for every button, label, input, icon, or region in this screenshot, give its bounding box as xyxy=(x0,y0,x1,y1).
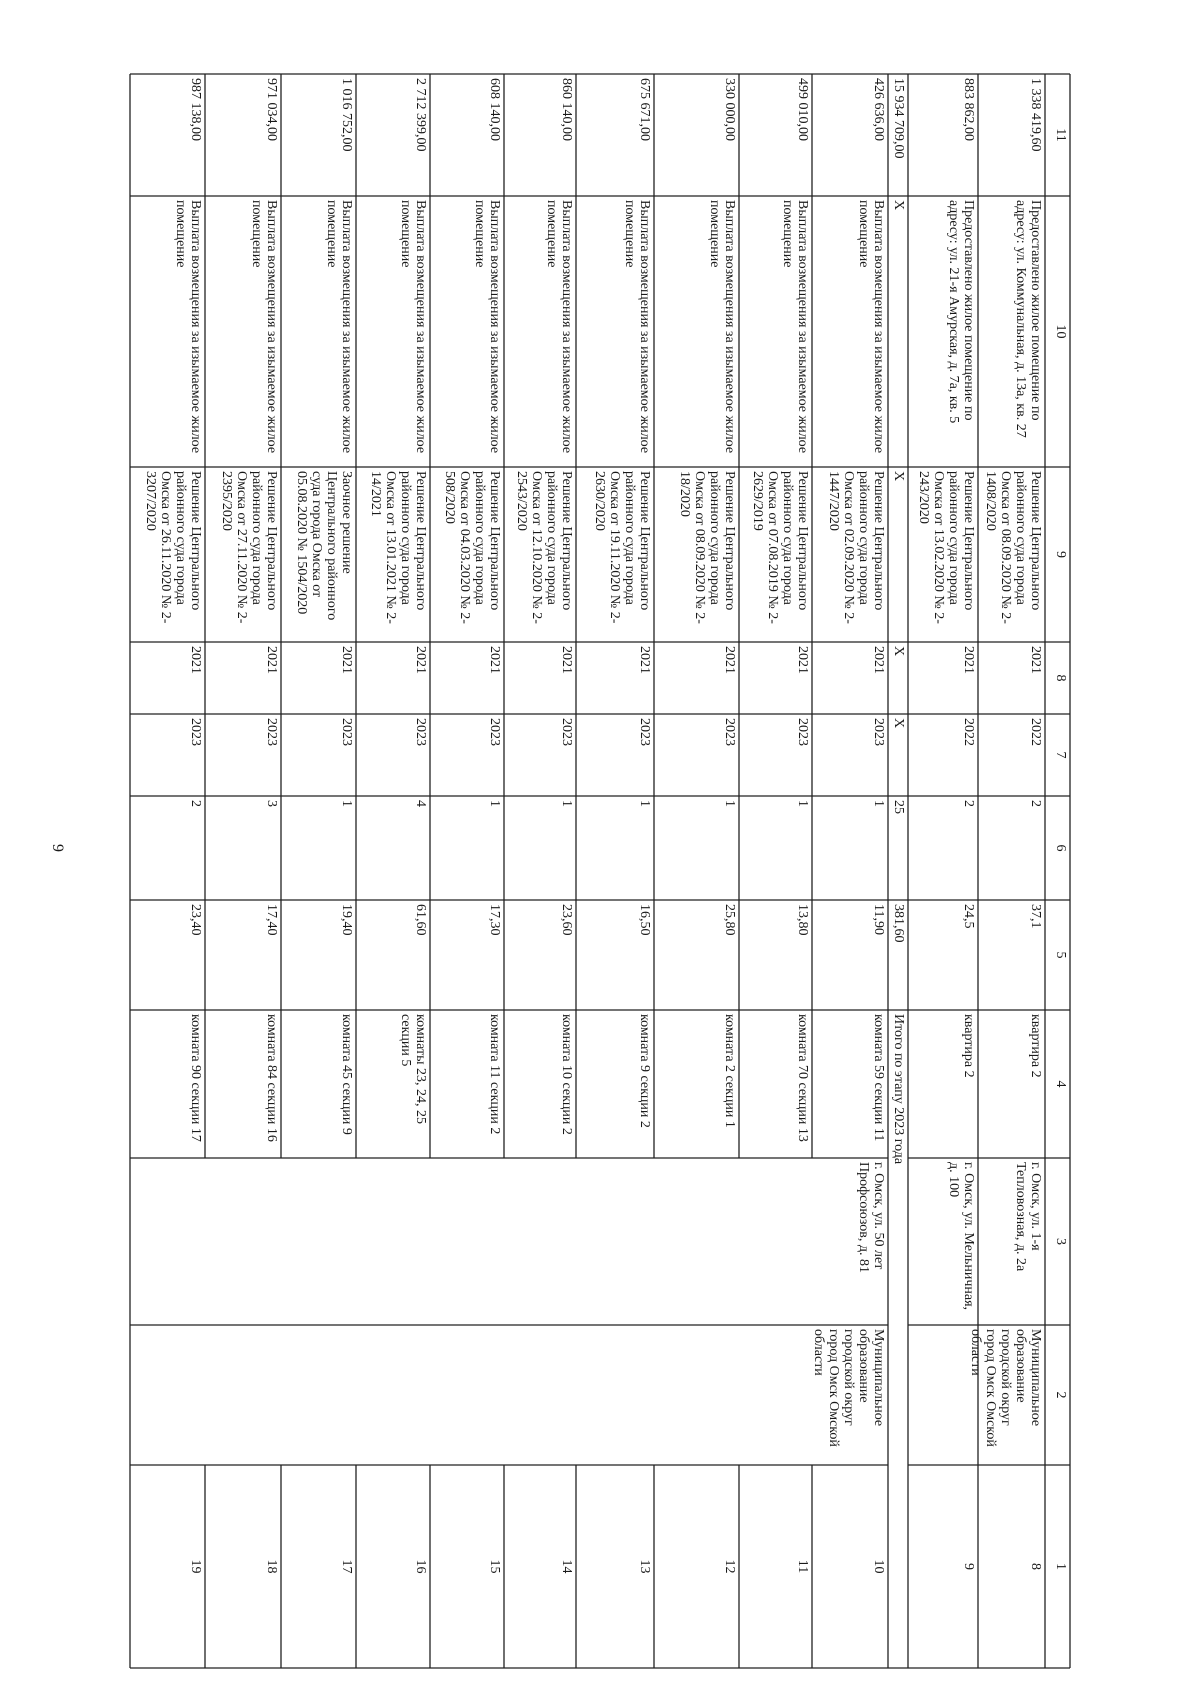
cell-year_plan: 2023 xyxy=(871,718,886,746)
cell-area: 11,90 xyxy=(871,904,886,935)
cell-amount: 2 712 399,00 xyxy=(413,78,428,152)
cell-decision: Решение Центрального районного суда города Омска от 07.08.2019 № 2-2629/2019 xyxy=(749,471,810,624)
cell-method: Выплата возмещения за изымаемое жилое помещение xyxy=(172,200,203,454)
cell-year_plan: 2023 xyxy=(264,718,279,746)
cell-premises: комната 11 секции 2 xyxy=(487,1014,502,1135)
cell-year_start: 2021 xyxy=(413,646,428,674)
cell-decision: Решение Центрального районного суда города Омска от 19.11.2020 № 2-2630/2020 xyxy=(591,471,652,624)
cell-amount: 426 636,00 xyxy=(871,78,886,141)
cell-amount: 987 138,00 xyxy=(188,78,203,141)
cell-area: 16,50 xyxy=(637,904,652,936)
cell-premises: комната 59 секции 11 xyxy=(871,1014,886,1142)
cell-no: 18 xyxy=(264,1559,279,1574)
cell-method: Выплата возмещения за изымаемое жилое помещение xyxy=(706,200,737,454)
cell-area: 17,40 xyxy=(264,904,279,936)
cell-year_plan: 2023 xyxy=(559,718,574,746)
cell-year_start: 2021 xyxy=(559,646,574,674)
cell-no: 10 xyxy=(871,1559,886,1574)
cell-method: Выплата возмещения за изымаемое жилое помещение xyxy=(471,200,502,454)
cell-people: 2 xyxy=(961,800,976,807)
cell-no: 14 xyxy=(559,1559,574,1574)
cell-address: г. Омск, ул. Мельничная, д. 100 xyxy=(945,1162,976,1311)
cell-premises: комната 9 секции 2 xyxy=(637,1014,652,1128)
cell-year_start: 2021 xyxy=(339,646,354,674)
cell-year_plan: 2023 xyxy=(487,718,502,746)
total-label: Итого по этапу 2023 года xyxy=(891,1014,906,1165)
cell-amount: 330 000,00 xyxy=(722,78,737,141)
cell-amount: 15 934 709,00 xyxy=(891,78,906,159)
cell-address: г. Омск, ул. 1-я Тепловозная, д. 2а xyxy=(1012,1162,1043,1272)
cell-people: 3 xyxy=(264,800,279,807)
cell-year_start: 2021 xyxy=(871,646,886,674)
cell-people: 1 xyxy=(795,800,810,807)
header-cell-3: 3 xyxy=(1053,1238,1068,1245)
cell-premises: квартира 2 xyxy=(1028,1014,1043,1078)
cell-premises: комната 84 секции 16 xyxy=(264,1014,279,1142)
cell-premises: комната 2 секции 1 xyxy=(722,1014,737,1128)
cell-no: 16 xyxy=(413,1559,428,1574)
cell-year_start: 2021 xyxy=(1028,646,1043,674)
header-cell-5: 5 xyxy=(1053,951,1068,959)
cell-year_start: 2021 xyxy=(722,646,737,674)
cell-area: 381,60 xyxy=(891,904,906,943)
cell-decision: Решение Центрального районного суда города Омска от 26.11.2020 № 2-3207/2020 xyxy=(142,471,203,624)
cell-year_start: 2021 xyxy=(487,646,502,674)
cell-year_plan: X xyxy=(891,718,906,729)
cell-entity: Муниципальное образование городской округ город Омск Омской области xyxy=(967,1329,1043,1447)
cell-year_plan: 2023 xyxy=(339,718,354,746)
cell-area: 19,40 xyxy=(339,904,354,936)
cell-amount: 1 338 419,60 xyxy=(1028,78,1043,152)
cell-year_plan: 2022 xyxy=(1028,718,1043,746)
cell-no: 12 xyxy=(722,1559,737,1574)
cell-area: 61,60 xyxy=(413,904,428,936)
header-cell-2: 2 xyxy=(1053,1391,1068,1399)
cell-method: Выплата возмещения за изымаемое жилое помещение xyxy=(621,200,652,454)
cell-decision: Решение Центрального районного суда города Омска от 13.01.2021 № 2-14/2021 xyxy=(367,471,428,624)
cell-year_start: 2021 xyxy=(188,646,203,674)
cell-premises: комната 45 секции 9 xyxy=(339,1014,354,1135)
cell-amount: 608 140,00 xyxy=(487,78,502,141)
cell-area: 13,80 xyxy=(795,904,810,936)
cell-amount: 675 671,00 xyxy=(637,78,652,141)
cell-amount: 499 010,00 xyxy=(795,78,810,141)
cell-year_start: 2021 xyxy=(795,646,810,674)
cell-amount: 1 016 752,00 xyxy=(339,78,354,152)
cell-area: 25,80 xyxy=(722,904,737,936)
cell-year_start: 2021 xyxy=(961,646,976,674)
cell-decision: Решение Центрального районного суда города Омска от 27.11.2020 № 2-2395/2020 xyxy=(218,471,279,624)
cell-area: 24,5 xyxy=(961,904,976,929)
header-cell-1: 1 xyxy=(1053,1563,1068,1570)
cell-decision: Решение Центрального районного суда города Омска от 02.09.2020 № 2-1447/2020 xyxy=(825,471,886,624)
header-cell-9: 9 xyxy=(1053,551,1068,558)
cell-people: 1 xyxy=(871,800,886,807)
cell-premises: комната 10 секции 2 xyxy=(559,1014,574,1135)
page-number: 9 xyxy=(49,844,66,852)
cell-decision: Заочное решение Центрального районного суда города Омска от 05.08.2020 № 1504/2020 xyxy=(293,471,354,621)
cell-no: 11 xyxy=(795,1559,810,1574)
cell-decision: Решение Центрального районного суда города Омска от 12.10.2020 № 2-2543/2020 xyxy=(513,471,574,624)
cell-no: 13 xyxy=(637,1559,652,1574)
cell-year_plan: 2023 xyxy=(795,718,810,746)
cell-method: Выплата возмещения за изымаемое жилое помещение xyxy=(855,200,886,454)
cell-area: 37,1 xyxy=(1028,904,1043,929)
cell-decision: Решение Центрального районного суда города Омска от 08.09.2020 № 2-1408/2020 xyxy=(982,471,1043,624)
header-cell-4: 4 xyxy=(1053,1080,1068,1088)
cell-no: 17 xyxy=(339,1559,354,1574)
cell-year_start: X xyxy=(891,646,906,657)
cell-amount: 971 034,00 xyxy=(264,78,279,141)
cell-premises: комнаты 23, 24, 25 секции 5 xyxy=(397,1014,428,1125)
cell-area: 23,60 xyxy=(559,904,574,936)
cell-people: 2 xyxy=(188,800,203,807)
cell-method: Выплата возмещения за изымаемое жилое помещение xyxy=(323,200,354,454)
cell-no: 15 xyxy=(487,1559,502,1574)
header-cell-8: 8 xyxy=(1053,674,1068,682)
cell-year_plan: 2023 xyxy=(637,718,652,746)
cell-method: X xyxy=(891,200,906,211)
cell-no: 9 xyxy=(961,1563,976,1570)
cell-year_plan: 2023 xyxy=(722,718,737,746)
cell-area: 23,40 xyxy=(188,904,203,936)
cell-address: г. Омск, ул. 50 лет Профсоюзов, д. 81 xyxy=(855,1162,886,1274)
cell-no: 8 xyxy=(1028,1563,1043,1570)
cell-method: Предоставлено жилое помещение по адресу: ул. Коммунальная, д. 13а, кв. 27 xyxy=(1012,200,1043,438)
cell-decision: X xyxy=(891,471,906,482)
cell-decision: Решение Центрального районного суда города Омска от 13.02.2020 № 2-243/2020 xyxy=(915,471,976,624)
cell-premises: квартира 2 xyxy=(961,1014,976,1078)
cell-year_start: 2021 xyxy=(637,646,652,674)
cell-method: Выплата возмещения за изымаемое жилое помещение xyxy=(543,200,574,454)
header-cell-11: 11 xyxy=(1053,128,1068,142)
cell-people: 1 xyxy=(339,800,354,807)
cell-premises: комната 70 секции 13 xyxy=(795,1014,810,1142)
header-cell-10: 10 xyxy=(1053,324,1068,339)
cell-method: Выплата возмещения за изымаемое жилое помещение xyxy=(397,200,428,454)
cell-premises: комната 90 секции 17 xyxy=(188,1014,203,1142)
cell-year_plan: 2023 xyxy=(188,718,203,746)
cell-people: 2 xyxy=(1028,800,1043,807)
cell-method: Предоставлено жилое помещение по адресу: ул. 21-я Амурская, д. 7а, кв. 5 xyxy=(945,200,976,424)
cell-method: Выплата возмещения за изымаемое жилое помещение xyxy=(779,200,810,454)
cell-decision: Решение Центрального районного суда города Омска от 04.03.2020 № 2-508/2020 xyxy=(441,471,502,624)
cell-people: 1 xyxy=(487,800,502,807)
cell-amount: 860 140,00 xyxy=(559,78,574,141)
header-cell-7: 7 xyxy=(1053,751,1068,759)
cell-people: 25 xyxy=(891,800,906,814)
cell-entity: Муниципальное образование городской округ город Омск Омской области xyxy=(810,1329,886,1447)
cell-people: 1 xyxy=(722,800,737,807)
cell-people: 4 xyxy=(413,800,428,807)
cell-people: 1 xyxy=(559,800,574,807)
header-cell-6: 6 xyxy=(1053,844,1068,852)
cell-year_plan: 2023 xyxy=(413,718,428,746)
cell-people: 1 xyxy=(637,800,652,807)
cell-area: 17,30 xyxy=(487,904,502,936)
cell-amount: 883 862,00 xyxy=(961,78,976,141)
cell-year_plan: 2022 xyxy=(961,718,976,746)
cell-decision: Решение Центрального районного суда города Омска от 08.09.2020 № 2-18/2020 xyxy=(676,471,737,624)
cell-method: Выплата возмещения за изымаемое жилое помещение xyxy=(248,200,279,454)
cell-no: 19 xyxy=(188,1559,203,1574)
cell-year_start: 2021 xyxy=(264,646,279,674)
